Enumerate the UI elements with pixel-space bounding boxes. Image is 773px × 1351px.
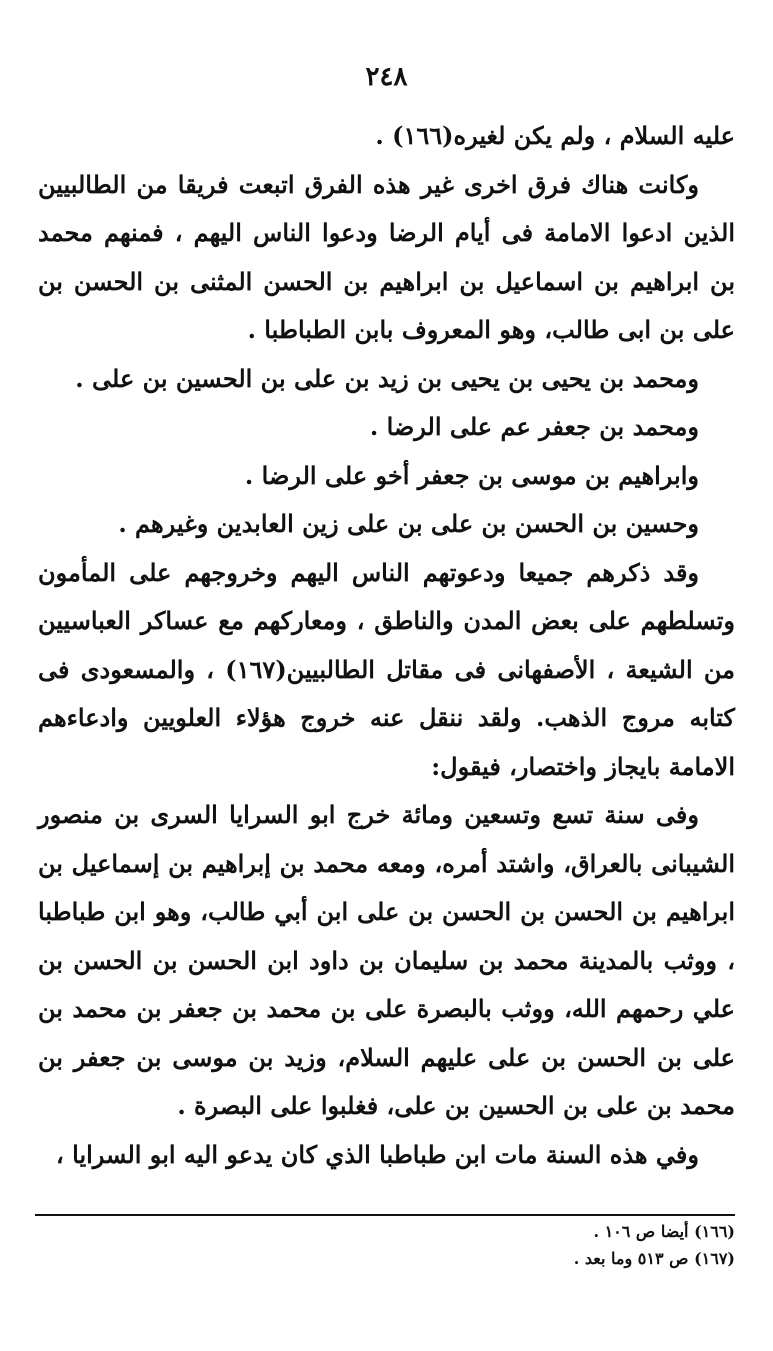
paragraph-mention: وقد ذكرهم جميعا ودعوتهم الناس اليهم وخروجهم على المأمون وتسلطهم على بعض المدن والناطق ، ومعاركهم مع عساكر العباسيين من الشيعة ، الأصفهانى فى مقاتل الطالبيين(١٦٧) ، والمسعودى فى كتابه مروج الذهب. ولقد ننقل عنه خروج هؤلاء العلويين وادعاءهم الامامة بايجاز واختصار، فيقول:: [38, 557, 735, 781]
footnote-divider: [35, 1214, 735, 1216]
paragraph-list-item: ومحمد بن يحيى بن يحيى بن زيد بن على بن الحسين بن على .: [75, 363, 699, 393]
paragraph-list-item: وابراهيم بن موسى بن جعفر أخو على الرضا .: [244, 460, 699, 490]
main-text: [38, 112, 735, 1179]
footnote-167: (١٦٧) ص ٥١٣ وما بعد .: [573, 1249, 735, 1268]
footnote-166: (١٦٦) أيضا ص ١٠٦ .: [593, 1222, 735, 1241]
page-number: ٢٤٨: [365, 62, 408, 92]
footnotes: [38, 1218, 735, 1272]
paragraph-continuation: عليه السلام ، ولم يكن لغيره(١٦٦) .: [375, 121, 735, 150]
paragraph-last: وفي هذه السنة مات ابن طباطبا الذي كان يدعو اليه ابو السرايا ،: [56, 1139, 699, 1169]
paragraph-list-item: وحسين بن الحسن بن على بن على زين العابدين وغيرهم .: [118, 509, 699, 538]
paragraph-list-item: ومحمد بن جعفر عم على الرضا .: [369, 412, 699, 441]
paragraph-other-sects: وكانت هناك فرق اخرى غير هذه الفرق اتبعت فريقا من الطالبيين الذين ادعوا الامامة فى أيام الرضا ودعوا الناس اليهم ، فمنهم محمد بن ابراهيم بن اسماعيل بن ابراهيم بن الحسن المثنى بن الحسن بن على بن ابى طالب، وهو المعروف بابن الطباطبا .: [38, 169, 735, 344]
paragraph-quote: وفى سنة تسع وتسعين ومائة خرج ابو السرايا السرى بن منصور الشيبانى بالعراق، واشتد أمره، ومعه محمد بن إبراهيم بن إسماعيل بن ابراهيم بن الحسن بن الحسن بن على ابن أبي طالب، وهو ابن طباطبا ، ووثب بالمدينة محمد بن سليمان بن داود ابن الحسن بن الحسن بن علي رحمهم الله، ووثب بالبصرة على بن محمد بن جعفر بن محمد بن على بن الحسن بن على عليهم السلام، وزيد بن موسى بن جعفر بن محمد بن على بن الحسين بن على، فغلبوا على البصرة .: [38, 800, 735, 1120]
